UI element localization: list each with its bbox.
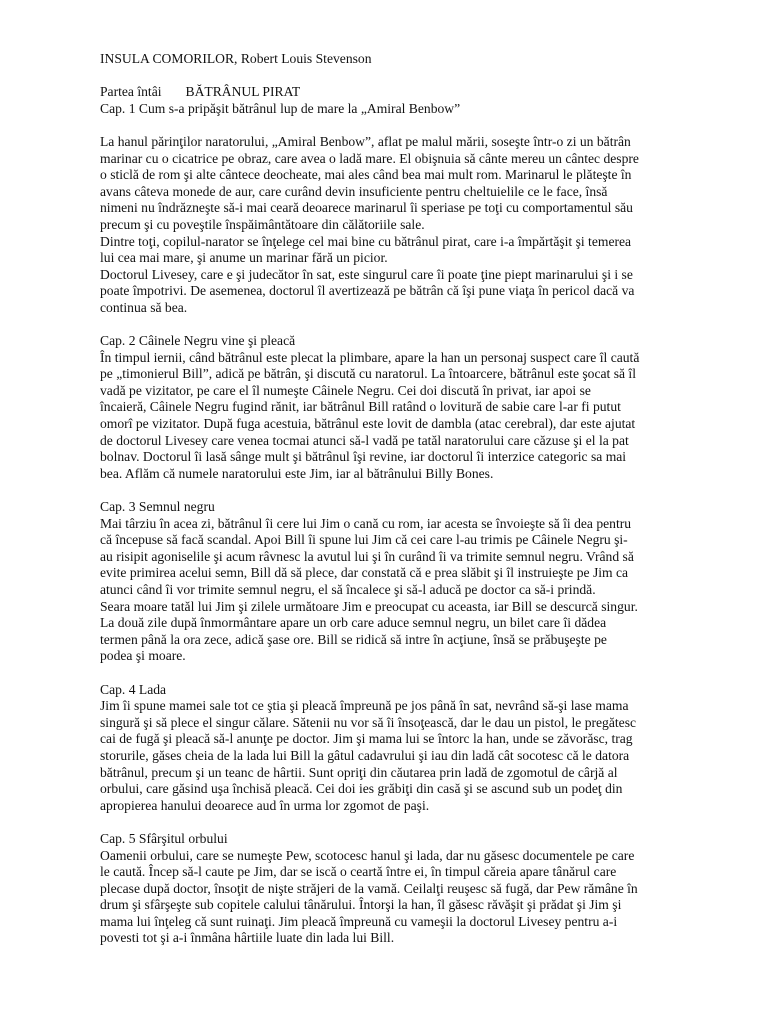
- part-label: Partea întâi: [100, 84, 162, 100]
- chapter-heading: Cap. 3 Semnul negru: [100, 499, 215, 515]
- part-title: BĂTRÂNUL PIRAT: [185, 84, 301, 100]
- body-text-line: nimeni nu îndrăzneşte să-i mai ceară deoarece marinarul îi speriase pe toţi cu comportamentul său: [100, 200, 633, 216]
- body-text-line: Oamenii orbului, care se numeşte Pew, scotocesc hanul şi lada, dar nu găsesc documentele pe care: [100, 847, 635, 863]
- body-text-line: pe „timonierul Bill”, adică pe bătrân, şi discută cu naratorul. La întoarcere, bătrânul este şocat să îl: [100, 366, 636, 382]
- body-text-line: orbului, care găsind uşa închisă pleacă. Cei doi ies grăbiţi din casă şi se ascund sub un podeţ din: [100, 781, 623, 797]
- body-text-line: o sticlă de rom şi alte cântece deocheate, mai ales când bea mai mult rom. Marinarul le plăteşte în: [100, 167, 632, 183]
- chapter-heading: Cap. 4 Lada: [100, 681, 167, 697]
- body-text-line: lui cea mai mare, şi anume un marinar fără un picior.: [100, 250, 388, 266]
- body-text-line: de doctorul Livesey care venea tocmai atunci să-l vadă pe tatăl naratorului care căzuse şi el la pat: [100, 432, 629, 448]
- body-text-line: continua să bea.: [100, 299, 188, 315]
- body-text-line: În timpul iernii, când bătrânul este plecat la plimbare, apare la han un personaj suspect care îl caută: [100, 349, 640, 365]
- chapter-1: [100, 101, 716, 317]
- chapter-2: [100, 317, 716, 483]
- body-text-line: bea. Aflăm că numele naratorului este Jim, iar al bătrânului Billy Bones.: [100, 465, 494, 481]
- spacer: [100, 665, 716, 682]
- part-heading: [100, 84, 716, 101]
- body-text-line: avans câteva monede de aur, care curând devin insuficiente pentru cheltuielile ce le face, însă: [100, 183, 608, 199]
- document-title: INSULA COMORILOR, Robert Louis Stevenson: [100, 51, 372, 66]
- body-text-line: Dintre toţi, copilul-narator se înţelege cel mai bine cu bătrânul pirat, care i-a împărtăşit şi temerea: [100, 233, 632, 249]
- chapter-5: [100, 814, 716, 947]
- body-text-line: drum şi sfârşeşte sub copitele calului tânărului. Întorşi la han, îl găsesc răvăşit şi prădat şi Jim şi: [100, 897, 622, 913]
- body-text-line: Doctorul Livesey, care e şi judecător în sat, este singurul care îi poate ţine piept marinarului şi i se: [100, 266, 633, 282]
- document-page: [100, 51, 716, 947]
- body-text-line: mama lui înţeleg că sunt ruinaţi. Jim pleacă împreună cu vameşii la doctorul Livesey pentru a-i: [100, 913, 618, 929]
- body-text-line: podea şi moare.: [100, 648, 186, 664]
- chapter-4: [100, 665, 716, 814]
- body-text-line: singură şi să plece el singur călare. Sătenii nu vor să îi însoţească, dar le dau un pistol, le pregătesc: [100, 714, 637, 730]
- body-text-line: storurile, găses cheia de la lada lui Bill la gâtul cadavrului şi iau din ladă cât socotesc că le datora: [100, 747, 630, 763]
- spacer: [100, 117, 716, 134]
- body-text-line: La hanul părinţilor naratorului, „Amiral Benbow”, aflat pe malul mării, soseşte într-o zi un bătrân: [100, 133, 631, 149]
- body-text-line: marinar cu o cicatrice pe obraz, care avea o ladă mare. El obişnuia să cânte mereu un cântec despre: [100, 150, 639, 166]
- body-text-line: atunci când îi vor trimite semnul negru, el să încalece şi să-l aducă pe doctor ca să-i prindă.: [100, 582, 596, 597]
- body-text-line: Seara moare tatăl lui Jim şi zilele următoare Jim e preocupat cu aceasta, iar Bill se descurcă singur.: [100, 598, 638, 614]
- body-text-line: povesti tot şi a-i înmâna hârtiile luate din lada lui Bill.: [100, 930, 395, 946]
- body-text-line: bolnav. Doctorul îi lasă sânge mult şi bătrânul îşi revine, iar doctorul îi interzice categoric sa mai: [100, 449, 627, 465]
- body-text-line: omorî pe vizitator. După fuga acestuia, bătrânul este lovit de dambla (atac cerebral), dar este ajutat: [100, 416, 636, 432]
- body-text-line: La două zile după înmormântare apare un orb care aduce semnul negru, un bilet care îi dădea: [100, 615, 607, 631]
- body-text-line: le caută. Încep să-l caute pe Jim, dar se iscă o ceartă între ei, în timpul căreia apare tânărul care: [100, 864, 617, 880]
- body-text-line: că începuse să facă scandal. Apoi Bill îi spune lui Jim că cei care l-au trimis pe Câinele Negru şi-: [100, 532, 628, 548]
- chapters-container: [100, 101, 716, 947]
- spacer: [100, 317, 716, 334]
- body-text-line: bătrânul, precum şi un teanc de hârtii. Sunt opriţi din căutarea prin ladă de zgomotul de cârjă al: [100, 764, 618, 780]
- body-text-line: apropierea hanului deoarece aud în urma lor zgomot de paşi.: [100, 797, 430, 813]
- body-text-line: termen până la ora zece, adică şase ore. Bill se ridică să intre în acţiune, însă se prăbuşeşte pe: [100, 631, 607, 647]
- body-text-line: Mai târziu în acea zi, bătrânul îi cere lui Jim o cană cu rom, iar acesta se învoieşte să îi dea pentru: [100, 515, 632, 531]
- spacer: [100, 482, 716, 499]
- body-text-line: vadă pe vizitator, pe care el îl numeşte Câinele Negru. Cei doi discută în privat, iar apoi se: [100, 382, 591, 398]
- body-text-line: plecase după doctor, însoţit de nişte străjeri de la vamă. Ceilalţi reuşesc să fugă, dar Pew rămâne în: [100, 880, 638, 896]
- body-text-line: cai de fugă şi pleacă să-l anunţe pe doctor. Jim şi mama lui se întorc la han, unde se zăvorăsc, trag: [100, 731, 633, 747]
- chapter-heading: Cap. 1 Cum s-a pripăşit bătrânul lup de mare la „Amiral Benbow”: [100, 100, 461, 116]
- body-text-line: evite primirea acelui semn, Bill dă să plece, dar constată că e prea slăbit şi îl instruieşte pe Jim ca: [100, 565, 629, 581]
- body-text-line: precum şi cu poveştile înspăimântătoare din călătoriile sale.: [100, 216, 425, 232]
- body-text-line: au risipit agoniselile şi acum râvnesc la avutul lui şi în curând îi va trimite semnul negru. Vrând să: [100, 548, 634, 564]
- body-text-line: Jim îi spune mamei sale tot ce ştia şi pleacă împreună pe jos până în sat, nevrând să-şi lase mama: [100, 698, 629, 714]
- chapter-heading: Cap. 2 Câinele Negru vine şi pleacă: [100, 333, 296, 349]
- body-text-line: încaieră, Câinele Negru fugind rănit, iar bătrânul Bill ratând o lovitură de sabie care l-ar fi putut: [100, 399, 621, 415]
- chapter-3: [100, 482, 716, 665]
- spacer: [100, 814, 716, 831]
- chapter-heading: Cap. 5 Sfârşitul orbului: [100, 830, 228, 846]
- spacer: [100, 68, 716, 85]
- body-text-line: poate împotrivi. De asemenea, doctorul îl avertizează pe bătrân că îşi pune viaţa în pericol dacă va: [100, 283, 635, 299]
